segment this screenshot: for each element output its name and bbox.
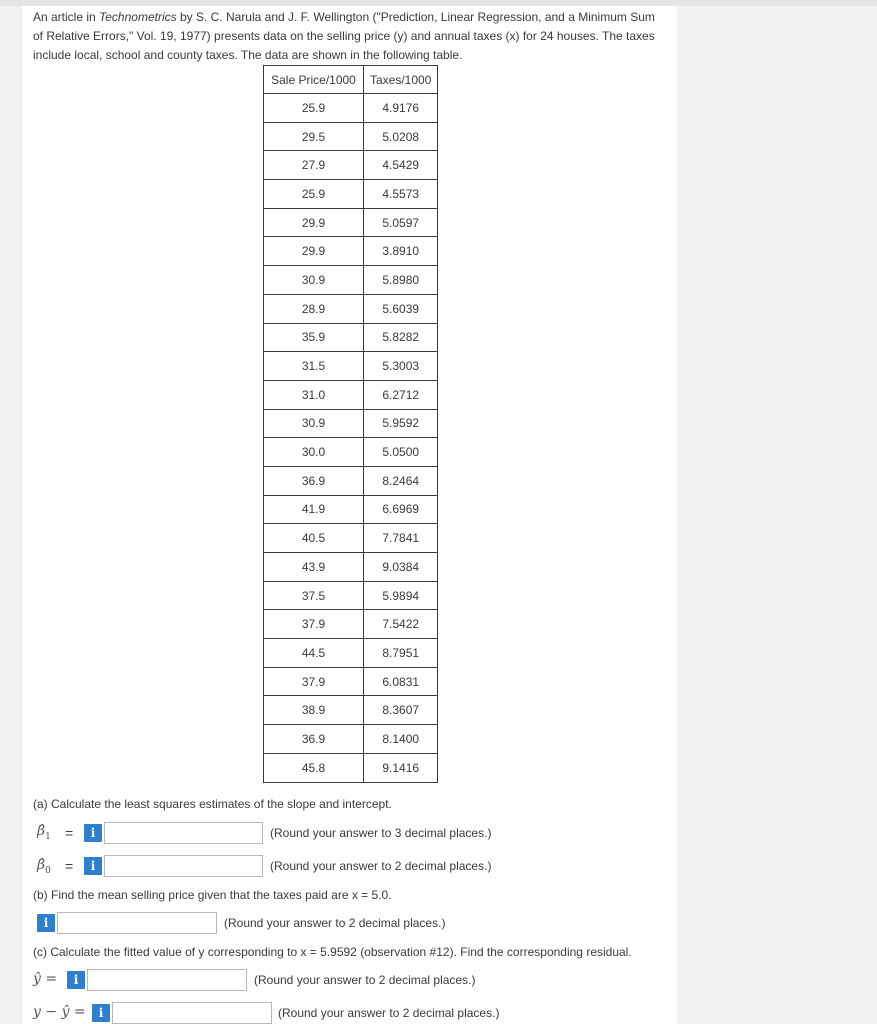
part-c-question: (c) Calculate the fitted value of y corresponding to x = 5.9592 (observation #12). Find the corresponding residual. xyxy=(33,945,632,959)
taxes-cell: 5.0500 xyxy=(364,438,438,467)
residual-rounding-hint: (Round your answer to 2 decimal places.) xyxy=(278,1006,500,1020)
beta1-label: $\betâ_1$ xyxy=(37,823,51,842)
table-row xyxy=(264,639,438,668)
table-row xyxy=(264,610,438,639)
sale-price-cell: 38.9 xyxy=(264,696,364,725)
sale-price-cell: 36.9 xyxy=(264,466,364,495)
sale-price-cell: 29.5 xyxy=(264,122,364,151)
taxes-cell: 5.8980 xyxy=(364,266,438,295)
table-row xyxy=(264,438,438,467)
taxes-cell: 9.0384 xyxy=(364,553,438,582)
beta1-equals: = xyxy=(65,825,74,841)
fitted-value-label: ŷ = xyxy=(33,971,58,987)
column-header-sale-price: Sale Price/1000 xyxy=(264,66,364,94)
sale-price-cell: 31.5 xyxy=(264,352,364,381)
table-row xyxy=(264,94,438,123)
taxes-cell: 8.1400 xyxy=(364,725,438,754)
taxes-cell: 6.6969 xyxy=(364,495,438,524)
beta0-equals: = xyxy=(65,858,74,874)
taxes-cell: 8.3607 xyxy=(364,696,438,725)
table-row xyxy=(264,237,438,266)
taxes-cell: 4.9176 xyxy=(364,94,438,123)
table-row xyxy=(264,409,438,438)
taxes-cell: 5.8282 xyxy=(364,323,438,352)
residual-answer-input[interactable] xyxy=(112,1002,272,1024)
taxes-cell: 5.9592 xyxy=(364,409,438,438)
sale-price-cell: 27.9 xyxy=(264,151,364,180)
table-row xyxy=(264,667,438,696)
taxes-cell: 6.0831 xyxy=(364,667,438,696)
sale-price-cell: 28.9 xyxy=(264,294,364,323)
table-header-row xyxy=(264,66,438,94)
taxes-cell: 4.5429 xyxy=(364,151,438,180)
fitted-value-answer-input[interactable] xyxy=(87,969,247,991)
table-row xyxy=(264,380,438,409)
table-row xyxy=(264,553,438,582)
taxes-cell: 5.0597 xyxy=(364,208,438,237)
beta1-info-icon[interactable]: i xyxy=(84,824,102,842)
sale-price-cell: 43.9 xyxy=(264,553,364,582)
beta0-answer-input[interactable] xyxy=(104,855,263,877)
table-row xyxy=(264,466,438,495)
beta0-info-icon[interactable]: i xyxy=(84,857,102,875)
table-row xyxy=(264,524,438,553)
table-row xyxy=(264,294,438,323)
sale-price-cell: 40.5 xyxy=(264,524,364,553)
sale-price-cell: 41.9 xyxy=(264,495,364,524)
fitted-value-rounding-hint: (Round your answer to 2 decimal places.) xyxy=(254,973,476,987)
taxes-cell: 5.3003 xyxy=(364,352,438,381)
beta1-rounding-hint: (Round your answer to 3 decimal places.) xyxy=(270,826,492,840)
mean-price-rounding-hint: (Round your answer to 2 decimal places.) xyxy=(224,916,446,930)
sale-price-cell: 44.5 xyxy=(264,639,364,668)
table-row xyxy=(264,266,438,295)
sale-price-cell: 30.9 xyxy=(264,266,364,295)
sale-price-cell: 25.9 xyxy=(264,94,364,123)
table-row xyxy=(264,581,438,610)
sale-price-cell: 25.9 xyxy=(264,180,364,209)
sale-price-cell: 30.0 xyxy=(264,438,364,467)
taxes-cell: 7.7841 xyxy=(364,524,438,553)
taxes-cell: 5.6039 xyxy=(364,294,438,323)
sale-price-cell: 45.8 xyxy=(264,753,364,782)
table-row xyxy=(264,495,438,524)
taxes-cell: 9.1416 xyxy=(364,753,438,782)
beta0-label: $\betâ_0$ xyxy=(37,857,51,876)
sale-price-cell: 37.9 xyxy=(264,667,364,696)
data-table xyxy=(263,65,438,783)
sale-price-cell: 29.9 xyxy=(264,237,364,266)
residual-info-icon[interactable]: i xyxy=(92,1004,110,1022)
mean-price-info-icon[interactable]: i xyxy=(37,914,55,932)
taxes-cell: 6.2712 xyxy=(364,380,438,409)
table-row xyxy=(264,208,438,237)
residual-label: y − ŷ = xyxy=(33,1004,86,1020)
table-row xyxy=(264,352,438,381)
taxes-cell: 8.2464 xyxy=(364,466,438,495)
table-row xyxy=(264,323,438,352)
table-row xyxy=(264,122,438,151)
taxes-cell: 4.5573 xyxy=(364,180,438,209)
taxes-cell: 8.7951 xyxy=(364,639,438,668)
sale-price-cell: 37.9 xyxy=(264,610,364,639)
table-row xyxy=(264,180,438,209)
beta0-rounding-hint: (Round your answer to 2 decimal places.) xyxy=(270,859,492,873)
sale-price-cell: 29.9 xyxy=(264,208,364,237)
taxes-cell: 5.0208 xyxy=(364,122,438,151)
table-row xyxy=(264,151,438,180)
table-row xyxy=(264,725,438,754)
sale-price-cell: 35.9 xyxy=(264,323,364,352)
part-b-question: (b) Find the mean selling price given that the taxes paid are x = 5.0. xyxy=(33,888,392,902)
sale-price-cell: 37.5 xyxy=(264,581,364,610)
sale-price-cell: 36.9 xyxy=(264,725,364,754)
mean-price-answer-input[interactable] xyxy=(57,912,217,934)
column-header-taxes: Taxes/1000 xyxy=(364,66,438,94)
table-row xyxy=(264,696,438,725)
fitted-value-info-icon[interactable]: i xyxy=(67,971,85,989)
sale-price-cell: 30.9 xyxy=(264,409,364,438)
journal-name: Technometrics xyxy=(99,10,177,24)
beta1-answer-input[interactable] xyxy=(104,822,263,844)
sale-price-cell: 31.0 xyxy=(264,380,364,409)
problem-statement: An article in Technometrics by S. C. Narula and J. F. Wellington ("Prediction, Linear Regression, and a Minimum Sum of Relative Errors," Vol. 19, 1977) presents data on the selling price (y) and annual taxes (x) for 24 houses. The taxes include local, school and county taxes. The data are shown in the following table. xyxy=(33,10,655,62)
taxes-cell: 3.8910 xyxy=(364,237,438,266)
taxes-cell: 5.9894 xyxy=(364,581,438,610)
table-row xyxy=(264,753,438,782)
part-a-question: (a) Calculate the least squares estimates of the slope and intercept. xyxy=(33,797,392,811)
taxes-cell: 7.5422 xyxy=(364,610,438,639)
